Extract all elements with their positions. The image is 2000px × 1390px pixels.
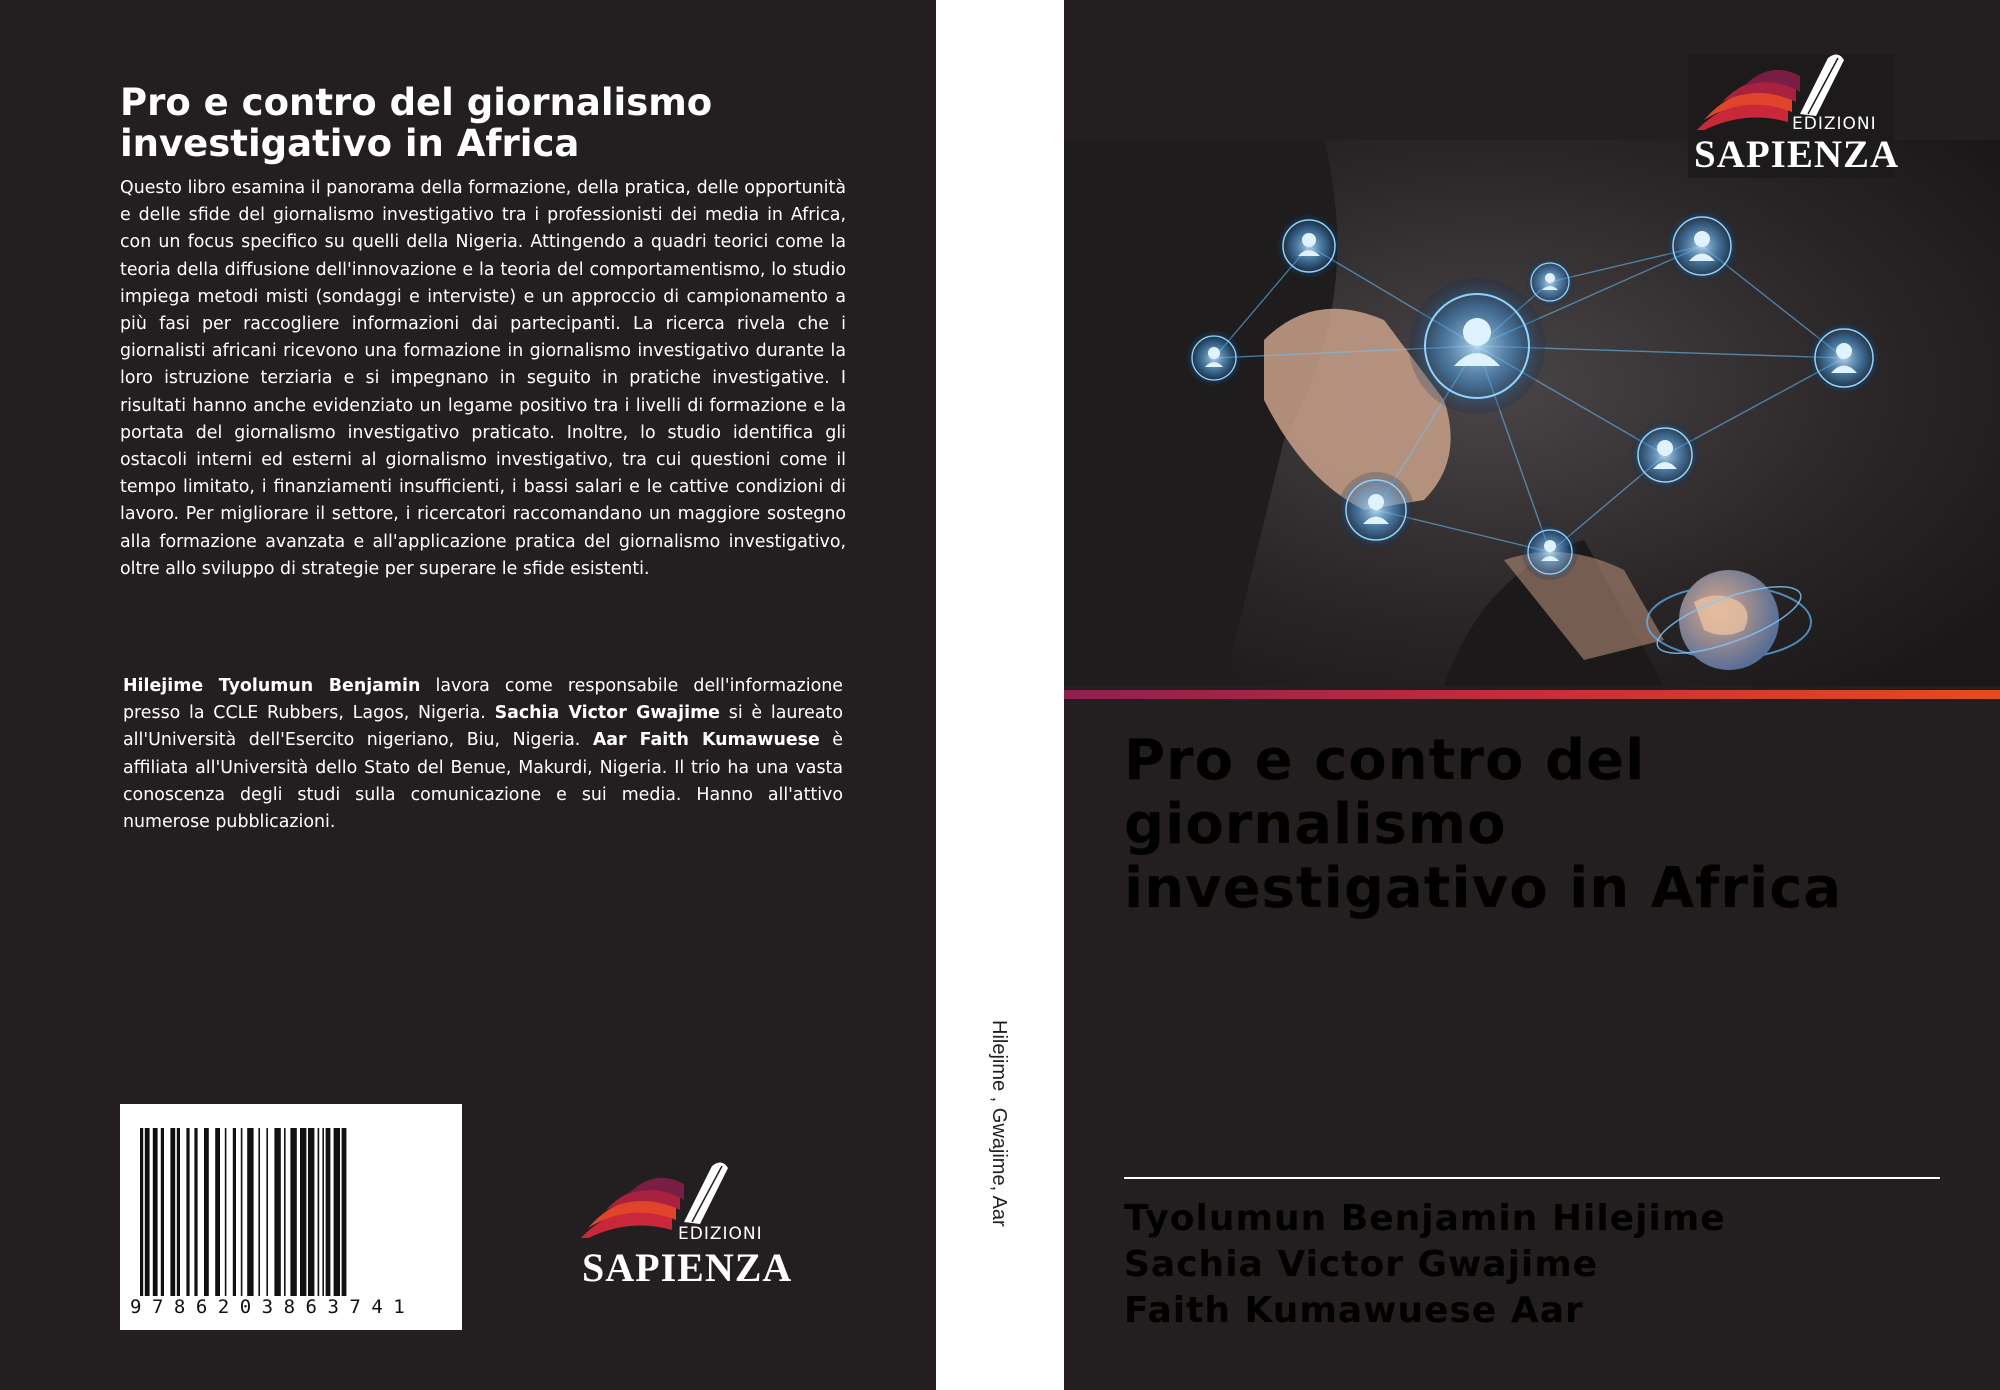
barcode-bar — [177, 1128, 180, 1296]
title-author-divider — [1124, 1177, 1940, 1179]
barcode-bar — [186, 1128, 189, 1296]
barcode-bar — [170, 1128, 175, 1296]
front-publisher-logo — [1688, 50, 1900, 180]
bio-author2-name: Sachia Victor Gwajime — [494, 703, 720, 724]
back-cover — [0, 0, 936, 1390]
back-cover-title-line1: Pro e contro del giornalismo — [120, 81, 713, 124]
barcode-bar — [194, 1128, 197, 1296]
back-cover-blurb: Questo libro esamina il panorama della formazione, della pratica, delle opportunità e delle sfide del giornalismo investigativo tra i professionisti dei media in Africa, con un focus specifico su quelli della Nigeria. Attingendo a quadri teorici come la teoria della diffusione dell'innovazione e la teoria del comportamentismo, lo studio impiega metodi misti (sondaggi e interviste) e un approccio di campionamento a più fasi per raccogliere informazioni dai partecipanti. La ricerca rivela che i giornalisti africani ricevono una formazione in giornalismo investigativo durante la loro istruzione terziaria e si impegnano in seguito in pratiche investigative. I risultati hanno anche evidenziato un legame positivo tra i livelli di formazione e la portata del giornalismo investigativo praticato. Inoltre, lo studio identifica gli ostacoli interni ed esterni al giornalismo investigativo, tra cui questioni come il tempo limitato, i finanziamenti insufficienti, i bassi salari e le cattive condizioni di lavoro. Per migliorare il settore, i ricercatori raccomandano un maggiore sostegno alla formazione avanzata e all'applicazione pratica del giornalismo investigativo, oltre allo sviluppo di strategie per superare le sfide esistenti. — [120, 178, 846, 579]
barcode-bar — [215, 1128, 220, 1296]
front-title-line2: giornalismo — [1124, 792, 1507, 857]
bio-text2: si è laureato all'Università dell'Esercito nigeriano, Biu, Nigeria. — [123, 703, 843, 751]
barcode-bar — [342, 1128, 347, 1296]
barcode-bar — [326, 1128, 331, 1296]
barcode-bar — [334, 1128, 340, 1296]
bio-text3: è affiliata all'Università dello Stato del Benue, Makurdi, Nigeria. Il trio ha una vasta conoscenza degli studi sulla comunicazione e sui media. Hanno all'attivo numerose pubblicazioni. — [123, 730, 843, 833]
author-name: Tyolumun Benjamin Hilejime — [1124, 1198, 1726, 1239]
barcode-bar — [140, 1128, 143, 1296]
barcode-bar — [290, 1128, 296, 1296]
barcode-bar — [318, 1128, 320, 1296]
front-title-line1: Pro e contro del — [1124, 728, 1646, 793]
barcode-bar — [266, 1128, 268, 1296]
cover-image-network — [1064, 140, 2000, 686]
barcode-bar — [225, 1128, 227, 1296]
barcode-bar — [161, 1128, 164, 1296]
isbn-barcode — [120, 1104, 462, 1330]
front-logo-edizioni: EDIZIONI — [1792, 114, 1877, 134]
spine-authors: Hilejime , Gwajime, Aar — [988, 1020, 1010, 1227]
back-logo-sapienza: SAPIENZA — [582, 1245, 793, 1290]
back-logo-edizioni: EDIZIONI — [678, 1224, 763, 1244]
barcode-bar — [274, 1128, 280, 1296]
front-cover-authors — [1124, 1196, 1726, 1334]
barcode-bar — [204, 1128, 209, 1296]
barcode-bar — [145, 1128, 150, 1296]
front-title-line3: investigativo in Africa — [1124, 856, 1843, 921]
barcode-bar — [322, 1128, 324, 1296]
barcode-bar — [153, 1128, 158, 1296]
bio-text1: lavora come responsabile dell'informazione presso la CCLE Rubbers, Lagos, Nigeria. — [123, 676, 843, 724]
barcode-bar — [241, 1128, 243, 1296]
barcode-bar — [284, 1128, 286, 1296]
back-publisher-logo — [572, 1158, 793, 1290]
barcode-bar — [247, 1128, 253, 1296]
barcode-bar — [258, 1128, 260, 1296]
author-name: Faith Kumawuese Aar — [1124, 1290, 1584, 1331]
network-people-icon — [1064, 140, 2000, 686]
barcode-bar — [233, 1128, 236, 1296]
barcode-bar — [308, 1128, 314, 1296]
bio-author3-name: Aar Faith Kumawuese — [592, 730, 820, 751]
back-cover-title-line2: investigativo in Africa — [120, 122, 580, 165]
isbn-number: 9786203863741 — [130, 1296, 416, 1318]
author-bio — [123, 673, 843, 836]
front-logo-sapienza: SAPIENZA — [1694, 133, 1900, 176]
front-cover-title — [1124, 729, 1924, 921]
back-cover-title — [120, 82, 860, 164]
barcode-bar — [300, 1128, 306, 1296]
accent-stripe — [1064, 690, 2000, 699]
bio-author1-name: Hilejime Tyolumun Benjamin — [123, 676, 421, 696]
author-name: Sachia Victor Gwajime — [1124, 1244, 1599, 1285]
